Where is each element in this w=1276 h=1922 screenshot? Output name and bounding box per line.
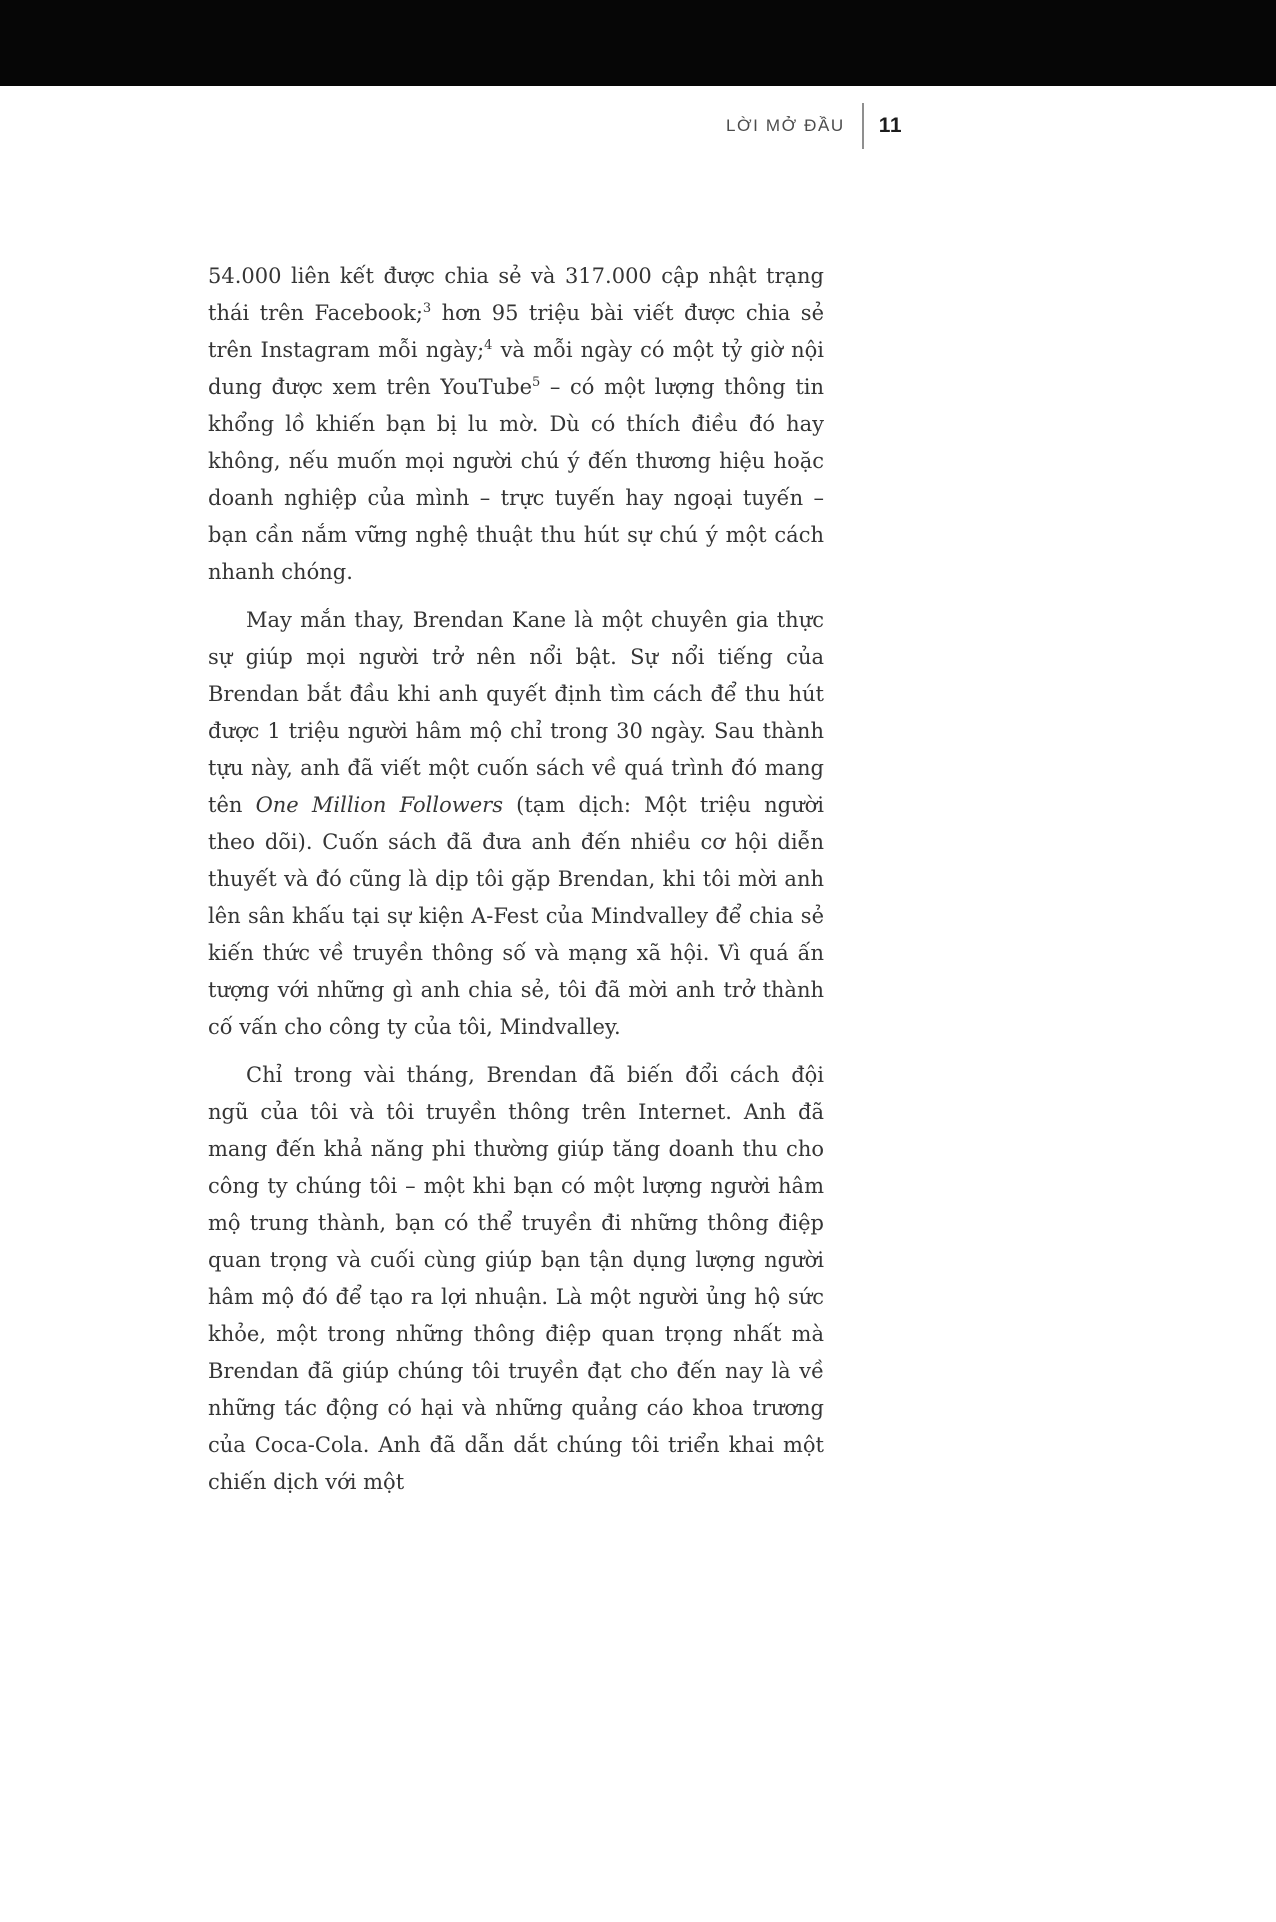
paragraph-2 <box>208 602 824 1046</box>
page-content <box>208 258 824 1512</box>
top-black-bar <box>0 0 1276 86</box>
page-header <box>0 103 1276 149</box>
header-divider <box>862 103 864 149</box>
footnote-ref-4: 4 <box>484 338 493 353</box>
paragraph-1-text: 54.000 liên kết được chia sẻ và 317.000 cập nhật trạng thái trên Facebook; <box>208 264 824 325</box>
page-number: 11 <box>878 114 902 137</box>
section-title: LỜI MỞ ĐẦU <box>725 116 845 135</box>
paragraph-1-text: hơn 95 triệu bài viết được chia sẻ trên Instagram mỗi ngày; <box>208 301 824 362</box>
book-title-italic: One Million Followers <box>255 793 503 817</box>
paragraph-3-text: Chỉ trong vài tháng, Brendan đã biến đổi cách đội ngũ của tôi và tôi truyền thông trên Internet. Anh đã mang đến khả năng phi thường giúp tăng doanh thu cho công ty chúng tôi – một khi bạn có một lượng người hâm mộ trung thành, bạn có thể truyền đi những thông điệp quan trọng và cuối cùng giúp bạn tận dụng lượng người hâm mộ đó để tạo ra lợi nhuận. Là một người ủng hộ sức khỏe, một trong những thông điệp quan trọng nhất mà Brendan đã giúp chúng tôi truyền đạt cho đến nay là về những tác động có hại và những quảng cáo khoa trương của Coca-Cola. Anh đã dẫn dắt chúng tôi triển khai một chiến dịch với một <box>208 1063 824 1494</box>
footnote-ref-5: 5 <box>532 375 541 390</box>
paragraph-1 <box>208 258 824 591</box>
paragraph-1-text: và mỗi ngày có một tỷ giờ nội dung được xem trên YouTube <box>208 338 824 399</box>
paragraph-1-text: – có một lượng thông tin khổng lồ khiến bạn bị lu mờ. Dù có thích điều đó hay không, nếu muốn mọi người chú ý đến thương hiệu hoặc doanh nghiệp của mình – trực tuyến hay ngoại tuyến – bạn cần nắm vững nghệ thuật thu hút sự chú ý một cách nhanh chóng. <box>208 375 825 584</box>
paragraph-2-text: (tạm dịch: Một triệu người theo dõi). Cuốn sách đã đưa anh đến nhiều cơ hội diễn thuyết và đó cũng là dịp tôi gặp Brendan, khi tôi mời anh lên sân khấu tại sự kiện A-Fest của Mindvalley để chia sẻ kiến thức về truyền thông số và mạng xã hội. Vì quá ấn tượng với những gì anh chia sẻ, tôi đã mời anh trở thành cố vấn cho công ty của tôi, Mindvalley. <box>208 793 824 1039</box>
paragraph-2-text: May mắn thay, Brendan Kane là một chuyên gia thực sự giúp mọi người trở nên nổi bật. Sự nổi tiếng của Brendan bắt đầu khi anh quyết định tìm cách để thu hút được 1 triệu người hâm mộ chỉ trong 30 ngày. Sau thành tựu này, anh đã viết một cuốn sách về quá trình đó mang tên <box>208 608 824 817</box>
paragraph-3 <box>208 1057 824 1501</box>
footnote-ref-3: 3 <box>422 301 432 316</box>
